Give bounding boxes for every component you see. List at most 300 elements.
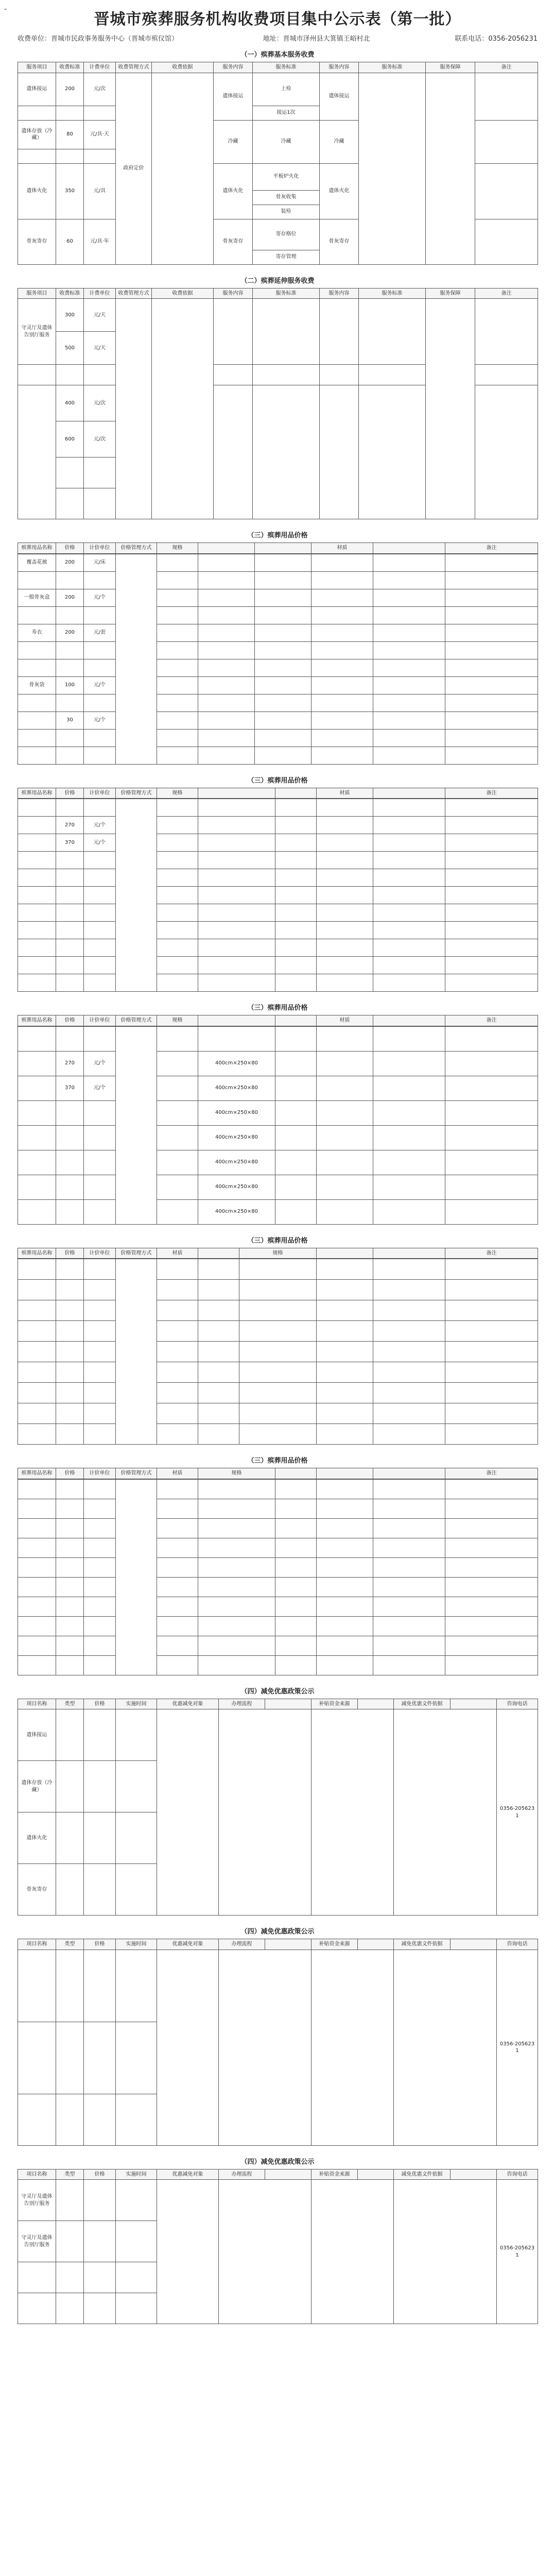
cell <box>198 589 255 606</box>
cell <box>255 694 311 711</box>
cell: 守灵厅及遗体告别厅服务 <box>18 299 56 365</box>
cell <box>84 2180 116 2221</box>
cell <box>373 1026 445 1051</box>
h2-1: 收费标准 <box>56 288 84 299</box>
cell <box>373 711 445 729</box>
cell: 400 <box>56 385 84 421</box>
cell <box>373 554 445 571</box>
cell <box>198 571 255 589</box>
cell <box>84 799 116 817</box>
cell <box>255 711 311 729</box>
h8-0: 项目名称 <box>18 1699 56 1709</box>
cell <box>255 554 311 571</box>
h2-0: 服务项目 <box>18 288 56 299</box>
cell <box>18 1175 56 1199</box>
cell <box>311 606 373 624</box>
cell <box>445 1175 538 1199</box>
cell <box>275 1150 317 1175</box>
h2-10: 备注 <box>475 288 538 299</box>
cell: 政府定价 <box>116 73 152 264</box>
cell <box>84 1577 116 1597</box>
cell <box>198 624 255 641</box>
h8-9: 减免优惠文件依据 <box>394 1699 451 1709</box>
cell <box>18 711 56 729</box>
cell <box>157 852 198 869</box>
cell <box>84 606 116 624</box>
table-row <box>18 1300 538 1321</box>
cell <box>445 729 538 747</box>
section1-table <box>18 62 538 265</box>
cell <box>157 1479 198 1499</box>
cell <box>157 869 198 887</box>
cell <box>373 694 445 711</box>
cell <box>56 106 84 120</box>
cell <box>157 1076 198 1100</box>
cell: 一般骨灰盒 <box>18 589 56 606</box>
table-row <box>18 624 538 641</box>
cell <box>84 1150 116 1175</box>
cell <box>157 799 198 817</box>
cell <box>475 299 538 365</box>
cell <box>56 641 84 659</box>
cell <box>373 1100 445 1125</box>
cell <box>373 1636 445 1655</box>
cell <box>373 1655 445 1675</box>
cell <box>18 149 56 163</box>
cell <box>56 457 84 488</box>
cell: 元/个 <box>84 589 116 606</box>
cell <box>317 974 373 992</box>
cell: 30 <box>56 711 84 729</box>
h6-8 <box>373 1248 445 1259</box>
h2-6: 服务标准 <box>253 288 320 299</box>
cell <box>157 1636 198 1655</box>
cell <box>445 694 538 711</box>
cell <box>56 2221 84 2262</box>
h6-1: 价格 <box>56 1248 84 1259</box>
cell <box>275 1655 317 1675</box>
cell <box>18 1321 56 1342</box>
cell <box>373 571 445 589</box>
h4-8 <box>373 788 445 799</box>
cell <box>317 1616 373 1636</box>
cell <box>84 2022 116 2094</box>
cell <box>56 1175 84 1199</box>
section8-table <box>18 1699 538 1916</box>
cell <box>56 488 84 519</box>
cell <box>255 589 311 606</box>
cell <box>239 1300 317 1321</box>
cell: 0356-2056231 <box>497 2180 538 2324</box>
cell <box>373 1280 445 1300</box>
table-row <box>18 957 538 974</box>
table-row <box>18 1950 538 2022</box>
section8-header-row <box>18 1699 538 1709</box>
cell <box>445 904 538 922</box>
cell <box>311 676 373 694</box>
cell <box>445 1557 538 1577</box>
h9-6 <box>265 1939 311 1950</box>
cell <box>84 2293 116 2324</box>
cell <box>56 1479 84 1499</box>
h5-3: 价格管理方式 <box>116 1015 157 1026</box>
table-row <box>18 974 538 992</box>
cell <box>275 1026 317 1051</box>
cell <box>317 939 373 957</box>
h3-7: 材质 <box>311 543 373 554</box>
cell <box>157 1321 198 1342</box>
cell <box>445 1424 538 1445</box>
h9-0: 项目名称 <box>18 1939 56 1950</box>
cell <box>255 676 311 694</box>
cell <box>18 365 56 385</box>
cell <box>198 1321 239 1342</box>
cell: 遗体接运 <box>320 73 359 120</box>
h5-0: 殡葬用品名称 <box>18 1015 56 1026</box>
table-row <box>18 676 538 694</box>
cell <box>311 729 373 747</box>
cell <box>445 957 538 974</box>
cell <box>84 641 116 659</box>
table-row <box>18 747 538 764</box>
cell <box>275 799 317 817</box>
section2-header-row <box>18 288 538 299</box>
cell <box>157 1259 198 1280</box>
cell <box>18 1280 56 1300</box>
cell <box>445 554 538 571</box>
cell <box>317 1342 373 1362</box>
h6-0: 殡葬用品名称 <box>18 1248 56 1259</box>
cell: 0356-2056231 <box>497 1709 538 1916</box>
cell <box>157 974 198 992</box>
cell <box>56 887 84 904</box>
cell <box>445 747 538 764</box>
cell <box>311 2180 394 2324</box>
h7-7 <box>317 1468 373 1479</box>
cell <box>18 1616 56 1636</box>
table-row <box>18 834 538 852</box>
cell <box>373 922 445 939</box>
cell <box>445 711 538 729</box>
cell: 冷藏 <box>320 120 359 163</box>
cell <box>56 1321 84 1342</box>
table-row <box>18 1403 538 1424</box>
h9-11: 咨询电话 <box>497 1939 538 1950</box>
cell <box>116 2293 157 2324</box>
cell <box>198 869 275 887</box>
cell: 遗体火化 <box>214 163 253 219</box>
cell <box>198 922 275 939</box>
cell <box>84 1026 116 1051</box>
cell <box>157 1362 198 1383</box>
cell <box>198 641 255 659</box>
cell <box>84 694 116 711</box>
cell <box>317 1655 373 1675</box>
h3-0: 殡葬用品名称 <box>18 543 56 554</box>
h7-3: 价格管理方式 <box>116 1468 157 1479</box>
cell <box>373 1342 445 1362</box>
cell <box>56 729 84 747</box>
cell <box>255 747 311 764</box>
cell: 元/次 <box>84 73 116 106</box>
h10-5: 办理流程 <box>219 2169 265 2180</box>
cell <box>84 1597 116 1616</box>
cell <box>198 694 255 711</box>
table-row <box>18 817 538 834</box>
section7-table <box>18 1468 538 1479</box>
cell <box>84 2262 116 2293</box>
h4-1: 价格 <box>56 788 84 799</box>
cell <box>56 1199 84 1224</box>
cell <box>116 2022 157 2094</box>
cell <box>157 694 198 711</box>
cell <box>18 606 56 624</box>
cell <box>445 1199 538 1224</box>
h1-9: 服务保障 <box>426 62 475 73</box>
cell <box>373 1424 445 1445</box>
h7-0: 殡葬用品名称 <box>18 1468 56 1479</box>
cell <box>56 1557 84 1577</box>
cell <box>445 571 538 589</box>
cell <box>18 1342 56 1362</box>
table-row <box>18 73 538 106</box>
cell <box>317 1150 373 1175</box>
cell <box>445 1259 538 1280</box>
h2-8: 服务标准 <box>359 288 426 299</box>
h2-7: 服务内容 <box>320 288 359 299</box>
cell <box>275 1616 317 1636</box>
cell <box>475 73 538 120</box>
cell <box>84 457 116 488</box>
cell <box>18 1403 56 1424</box>
h7-5: 规格 <box>198 1468 275 1479</box>
cell <box>157 641 198 659</box>
cell <box>56 1812 84 1864</box>
cell <box>359 385 426 519</box>
h7-9: 备注 <box>445 1468 538 1479</box>
h5-4: 规格 <box>157 1015 198 1026</box>
cell <box>198 834 275 852</box>
cell <box>84 571 116 589</box>
table-row <box>18 711 538 729</box>
cell: 400cm×250×80 <box>198 1150 275 1175</box>
cell <box>18 2293 56 2324</box>
cell <box>84 1655 116 1675</box>
cell <box>157 747 198 764</box>
h8-4: 优惠减免对象 <box>157 1699 219 1709</box>
section5-table <box>18 1015 538 1026</box>
table-row <box>18 1125 538 1150</box>
cell <box>373 1199 445 1224</box>
cell <box>311 747 373 764</box>
cell <box>157 1616 198 1636</box>
cell <box>18 1636 56 1655</box>
cell <box>157 939 198 957</box>
cell <box>152 73 214 264</box>
cell <box>317 1479 373 1499</box>
cell <box>157 1199 198 1224</box>
cell <box>311 571 373 589</box>
cell <box>445 1362 538 1383</box>
h4-3: 价格管理方式 <box>116 788 157 799</box>
cell <box>56 1577 84 1597</box>
cell <box>56 1300 84 1321</box>
cell <box>84 1518 116 1538</box>
cell: 350 <box>56 163 84 219</box>
cell: 接运1次 <box>253 106 320 120</box>
h1-1: 收费标准 <box>56 62 84 73</box>
cell: 元/个 <box>84 711 116 729</box>
section3-body <box>18 554 538 765</box>
table-row <box>18 659 538 676</box>
cell <box>373 817 445 834</box>
cell <box>317 1175 373 1199</box>
cell <box>18 1051 56 1076</box>
cell <box>56 1864 84 1916</box>
table-row <box>18 852 538 869</box>
cell <box>157 1383 198 1403</box>
cell <box>198 799 275 817</box>
cell <box>255 571 311 589</box>
h6-9: 备注 <box>445 1248 538 1259</box>
cell <box>275 1518 317 1538</box>
cell <box>84 1538 116 1557</box>
h6-2: 计价单位 <box>84 1248 116 1259</box>
h1-8: 服务标准 <box>359 62 426 73</box>
cell <box>116 299 152 519</box>
cell <box>317 834 373 852</box>
cell <box>373 1300 445 1321</box>
h1-7: 服务内容 <box>320 62 359 73</box>
h4-4: 规格 <box>157 788 198 799</box>
cell <box>373 1076 445 1100</box>
section10-header-row <box>18 2169 538 2180</box>
cell <box>18 974 56 992</box>
cell: 元/具·年 <box>84 219 116 264</box>
cell: 60 <box>56 219 84 264</box>
h6-3: 价格管理方式 <box>116 1248 157 1259</box>
cell <box>239 1342 317 1362</box>
unit-text: 收费单位：晋城市民政事务服务中心（晋城市殡仪馆） <box>18 35 179 43</box>
table-row <box>18 1199 538 1224</box>
cell <box>84 1636 116 1655</box>
cell <box>373 799 445 817</box>
cell <box>311 1950 394 2145</box>
cell <box>157 1597 198 1616</box>
h10-11: 咨询电话 <box>497 2169 538 2180</box>
cell <box>18 957 56 974</box>
cell: 冷藏 <box>214 120 253 163</box>
cell <box>445 1655 538 1675</box>
cell <box>157 1342 198 1362</box>
cell <box>255 659 311 676</box>
cell <box>84 1362 116 1383</box>
cell <box>445 887 538 904</box>
cell <box>84 747 116 764</box>
cell <box>198 1499 275 1518</box>
h7-6 <box>275 1468 317 1479</box>
section7-header-row <box>18 1468 538 1479</box>
cell <box>157 1051 198 1076</box>
cell <box>157 1538 198 1557</box>
cell <box>157 2180 219 2324</box>
cell <box>157 1403 198 1424</box>
cell <box>157 834 198 852</box>
cell <box>373 1403 445 1424</box>
cell <box>317 1026 373 1051</box>
cell <box>445 1051 538 1076</box>
cell <box>18 106 56 120</box>
table-row <box>18 1100 538 1125</box>
cell <box>157 1175 198 1199</box>
cell <box>84 1280 116 1300</box>
table-row <box>18 1026 538 1051</box>
cell <box>275 1479 317 1499</box>
cell <box>84 1321 116 1342</box>
cell <box>84 904 116 922</box>
cell <box>426 73 475 264</box>
table-row <box>18 1342 538 1362</box>
h9-3: 实施时间 <box>116 1939 157 1950</box>
cell <box>116 799 157 992</box>
cell <box>18 1300 56 1321</box>
cell <box>239 1259 317 1280</box>
cell <box>84 1616 116 1636</box>
table-row <box>18 922 538 939</box>
cell <box>18 1655 56 1675</box>
cell <box>18 1383 56 1403</box>
h8-10 <box>451 1699 497 1709</box>
cell <box>116 2262 157 2293</box>
cell <box>84 365 116 385</box>
section2-table <box>18 288 538 520</box>
cell <box>359 365 426 385</box>
h3-6 <box>255 543 311 554</box>
h10-10 <box>451 2169 497 2180</box>
cell <box>255 624 311 641</box>
table-row <box>18 1577 538 1597</box>
cell <box>311 1709 394 1916</box>
cell <box>198 1479 275 1499</box>
cell <box>157 554 198 571</box>
table-row <box>18 887 538 904</box>
cell <box>84 1259 116 1280</box>
cell <box>84 939 116 957</box>
cell <box>157 1026 198 1051</box>
table-row <box>18 606 538 624</box>
cell: 元/个 <box>84 1076 116 1100</box>
cell <box>157 1280 198 1300</box>
cell <box>157 922 198 939</box>
table-row <box>18 571 538 589</box>
cell <box>275 1538 317 1557</box>
cell: 400cm×250×80 <box>198 1100 275 1125</box>
table-row <box>18 869 538 887</box>
cell <box>157 904 198 922</box>
cell <box>116 1479 157 1675</box>
cell <box>373 1518 445 1538</box>
cell <box>157 589 198 606</box>
cell <box>445 1150 538 1175</box>
cell: 元/次 <box>84 421 116 457</box>
table-row <box>18 1557 538 1577</box>
section2-header: （二）殡葬延伸服务收费 <box>240 277 315 285</box>
cell <box>239 1424 317 1445</box>
cell <box>445 624 538 641</box>
cell <box>317 1383 373 1403</box>
cell <box>373 974 445 992</box>
cell <box>275 817 317 834</box>
